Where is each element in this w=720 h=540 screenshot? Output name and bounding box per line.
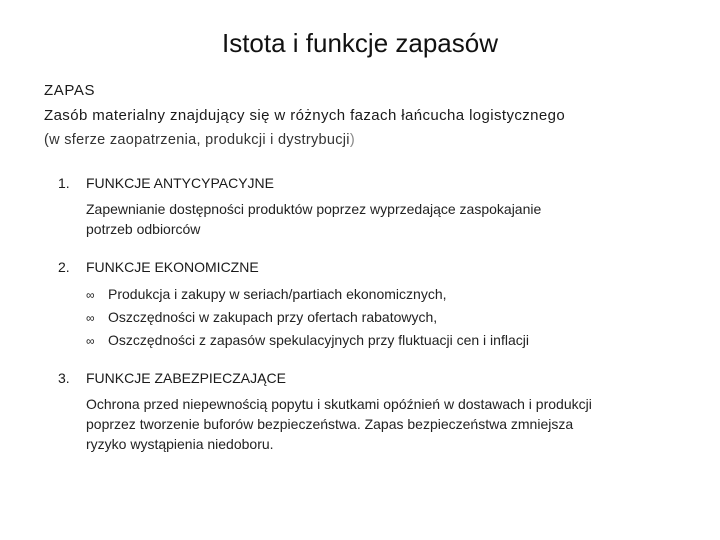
page-title: Istota i funkcje zapasów — [221, 28, 499, 58]
intro-note-close: ) — [349, 132, 355, 148]
infinity-icon: ∞ — [86, 311, 95, 325]
function-protective — [58, 368, 698, 454]
intro-note — [44, 128, 684, 153]
function-title: FUNKCJE ZABEZPIECZAJĄCE — [86, 370, 286, 386]
list-item — [86, 329, 698, 352]
function-anticipatory — [58, 173, 698, 239]
function-heading — [58, 173, 698, 193]
description-line: ryzyko wystąpienia niedoboru. — [86, 436, 274, 452]
description-line: poprzez tworzenie buforów bezpieczeństwa. Zapas bezpieczeństwa zmniejsza — [86, 416, 574, 432]
list-item-text: Oszczędności z zapasów spekulacyjnych przy fluktuacji cen i inflacji — [108, 332, 529, 348]
function-number: 3. — [58, 370, 70, 386]
function-number: 1. — [58, 175, 70, 191]
list-item — [86, 283, 698, 306]
function-description — [86, 199, 698, 239]
function-heading — [58, 368, 698, 388]
function-number: 2. — [58, 259, 70, 275]
intro-definition: Zasób materialny znajdujący się w różnych fazach łańcucha logistycznego — [44, 107, 566, 124]
list-item-text: Produkcja i zakupy w seriach/partiach ekonomicznych, — [108, 286, 447, 302]
description-line: Zapewnianie dostępności produktów poprzez wyprzedające zaspokajanie — [86, 201, 542, 217]
intro-section — [44, 78, 684, 153]
function-economic — [58, 257, 698, 352]
description-line: potrzeb odbiorców — [86, 221, 201, 237]
function-title: FUNKCJE ANTYCYPACYJNE — [86, 175, 274, 191]
description-line: Ochrona przed niepewnością popytu i skutkami opóźnień w dostawach i produkcji — [86, 396, 592, 412]
list-item-text: Oszczędności w zakupach przy ofertach rabatowych, — [108, 309, 438, 325]
intro-heading: ZAPAS — [44, 82, 96, 99]
infinity-icon: ∞ — [86, 288, 95, 302]
infinity-icon: ∞ — [86, 334, 95, 348]
function-heading — [58, 257, 698, 277]
function-description — [86, 394, 698, 454]
intro-note-text: (w sferze zaopatrzenia, produkcji i dystrybucji — [44, 132, 350, 148]
function-title: FUNKCJE EKONOMICZNE — [86, 259, 259, 275]
bullet-list — [86, 283, 698, 352]
list-item — [86, 306, 698, 329]
